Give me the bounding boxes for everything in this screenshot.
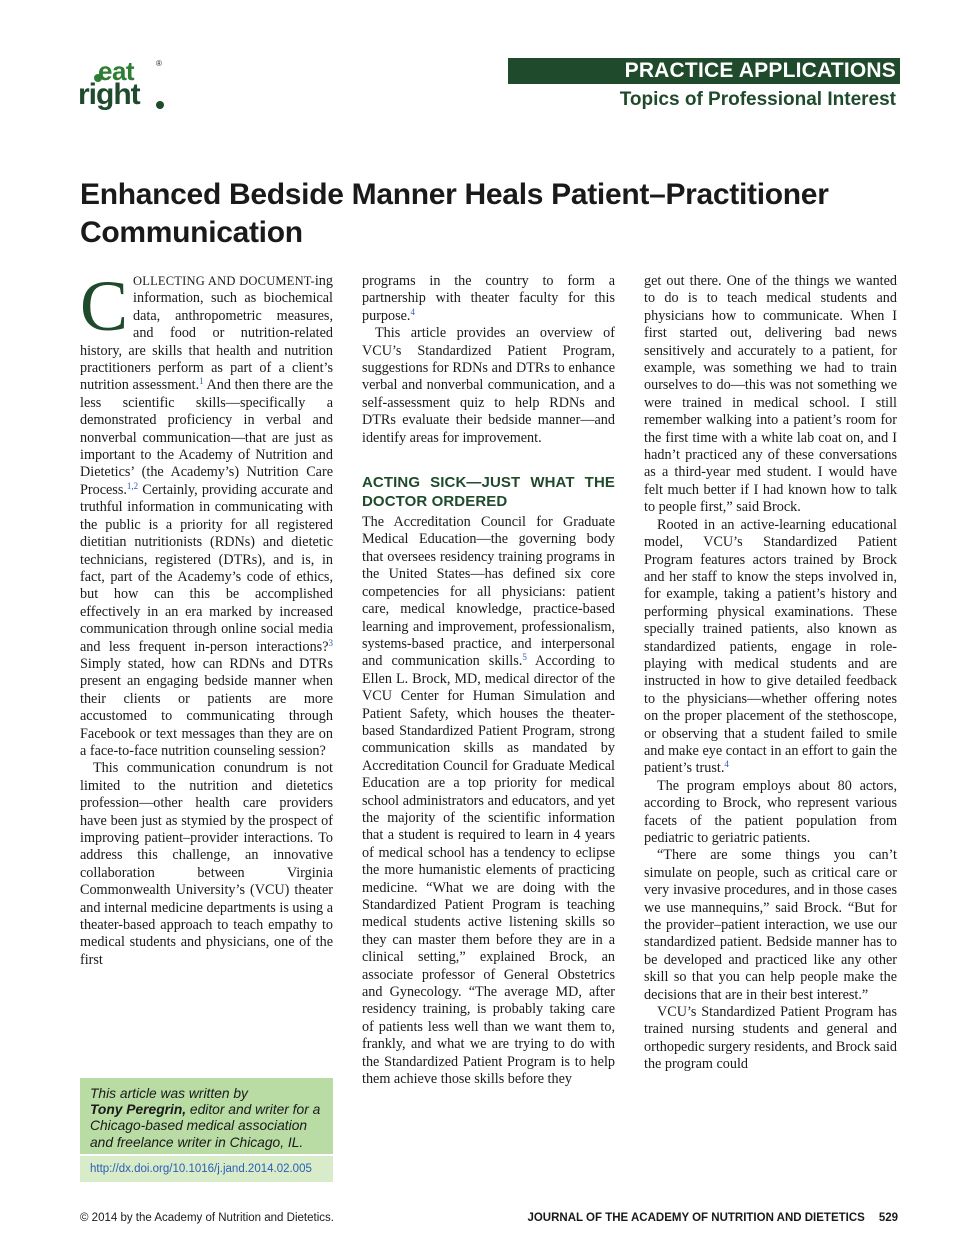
drop-cap: C — [80, 266, 129, 346]
author-name: Tony Peregrin, — [90, 1102, 187, 1118]
citation-ref[interactable]: 1,2 — [126, 480, 139, 491]
title-line-1: Enhanced Bedside Manner Heals Patient–Practitioner — [80, 178, 829, 211]
title-line-2: Communication — [80, 216, 303, 249]
citation-ref[interactable]: 4 — [410, 306, 415, 317]
citation-ref[interactable]: 3 — [328, 637, 333, 648]
journal-name: JOURNAL OF THE ACADEMY OF NUTRITION AND DIETETICS — [527, 1212, 865, 1224]
author-box — [80, 1078, 333, 1182]
logo-registered-mark: ® — [156, 59, 162, 68]
column-2 — [362, 273, 615, 1088]
journal-footer — [500, 1210, 898, 1226]
column-1 — [80, 266, 333, 969]
citation-ref[interactable]: 1 — [199, 376, 204, 387]
col2-paragraph-1: programs in the country to form a partnership with theater faculty for this purpose.$^4$ — [362, 273, 615, 324]
col2-paragraph-3: The Accreditation Council for Graduate Medical Education—the governing body that oversees residency training programs in the United States—has defined six core competencies for all physicians: patient care, medical knowledge, practice-based learning and improvement, professionalism, systems-based practice, and interpersonal and communication skills.$^5$ According to Ellen L. Brock, MD, medical director of the VCU Center for Human Simulation and Patient Safety, which houses the theater-based Standardized Patient Program, strong communication skills as mandated by Accreditation Council for Graduate Medical Education are a top priority for medical school administrators and educators, and yet the majority of the scientific information that a student is required to learn in 4 years of medical school has a tendency to eclipse the more humanistic elements of practicing medicine. “What we are doing with the Standardized Patient Program is teaching medical students active listening skills so they can master them before they are in a clinical setting,” explained Brock, an associate professor of General Obstetrics and Gynecology. “The average MD, after residency training, is probably taking care of patients less well than we want them to, frankly, and what we are trying to do with the Standardized Patient Program is to help them achieve those skills before they — [362, 514, 616, 1088]
section-heading: ACTING SICK—JUST WHAT THE DOCTOR ORDERED — [362, 474, 615, 511]
col3-paragraph-2: Rooted in an active-learning educational model, VCU’s Standardized Patient Program features actors trained by Brock and her staff to know the steps involved in, for example, taking a patient’s history and performing physical examinations. These specially trained patients, also known as standardized patients, engage in role-playing with medical students and are instructed in how to give detailed feedback to the physicians—whether offering notes on the proper placement of the stethoscope, or observing that a student failed to smile and make eye contact in an effort to gain the patient’s trust.$^4$ — [644, 516, 897, 777]
eat-right-logo — [78, 56, 178, 114]
page-number: 529 — [878, 1212, 898, 1224]
author-credit: This article was written by Tony Peregrin, editor and writer for a Chicago-based medical association and freelance writer in Chicago, IL. — [80, 1078, 333, 1154]
logo-right: right — [78, 78, 140, 111]
col3-paragraph-4: “There are some things you can’t simulate on people, such as critical care or very invasive procedures, and in those cases we use mannequins,” said Brock. “But for the provider–patient interaction, we use our standardized patient. Bedside manner has to be developed and practiced like any other skill so that you can help people make the decisions that are in their best interest.” — [644, 847, 897, 1003]
col3-paragraph-1: get out there. One of the things we wanted to do is to teach medical students and physicians how to communicate. When I first started out, delivering bad news sensitively and accurately to a patient, for example, was something we had to train ourselves to do—this was not something we were trained in medical school. I still remember walking into a patient’s room for the first time with a white lab coat on, and I hadn’t practiced any of these conversations as a third-year med student. I would have felt much better if I had known how to talk to people first,” said Brock. — [644, 273, 897, 516]
logo-eat: eat — [98, 56, 135, 86]
lead-in-caps: OLLECTING AND DOCUMENT- — [133, 274, 315, 288]
doi-link[interactable]: http://dx.doi.org/10.1016/j.jand.2014.02.005 — [80, 1154, 333, 1182]
section-subtitle: Topics of Professional Interest — [619, 89, 896, 110]
citation-ref[interactable]: 5 — [522, 652, 527, 663]
citation-ref[interactable]: 4 — [724, 759, 729, 770]
col2-paragraph-2: This article provides an overview of VCU’s Standardized Patient Program, suggestions for RDNs and DTRs to enhance verbal and nonverbal communication, and a self-assessment quiz to help RDNs and DTRs evaluate their bedside manner—and identify areas for improvement. — [362, 325, 615, 446]
section-banner: PRACTICE APPLICATIONS — [508, 58, 900, 84]
logo-period-dot — [156, 101, 164, 109]
column-3 — [644, 273, 897, 1074]
col1-paragraph-2: This communication conundrum is not limited to the nutrition and dietetics profession—other health care providers have been just as stymied by the prospect of improving patient–provider interactions. To address this challenge, an innovative collaboration between Virginia Commonwealth University’s (VCU) theater and internal medicine departments is using a theater-based approach to teach empathy to medical students and physicians, one of the first — [80, 760, 333, 968]
article-title — [80, 176, 910, 252]
col3-paragraph-5: VCU’s Standardized Patient Program has trained nursing students and general and orthopedic surgery residents, and Brock said the program could — [644, 1004, 897, 1073]
copyright-notice: © 2014 by the Academy of Nutrition and Dietetics. — [80, 1212, 334, 1224]
col1-paragraph-1: COLLECTING AND DOCUMENT-ing information, such as biochemical data, anthropometric measures, and food or nutrition-related history, are skills that health and nutrition practitioners perform as part of a client’s nutrition assessment.$^1$ And then there are the less scientific skills—specifically a demonstrated proficiency in verbal and nonverbal communication—that are just as important to the Academy of Nutrition and Dietetics’ (the Academy’s) Nutrition Care Process.$^{1,2}$ Certainly, providing accurate and truthful information in communicating with the public is a priority for all registered dietitian nutritionists (RDNs) and dietetic technicians, registered (DTRs), and is, in fact, part of the Academy’s code of ethics, but how can this be accomplished effectively in an era marked by increased communication through online social media and less frequent in-person interactions?$^3$ Simply stated, how can RDNs and DTRs present an engaging bedside manner when their clients or patients are more accustomed to communicating through Facebook or text messages than they are on a face-to-face nutrition counseling session? — [80, 266, 333, 759]
col3-paragraph-3: The program employs about 80 actors, according to Brock, who represent various facets of the patient population from pediatric to geriatric patients. — [644, 777, 897, 846]
